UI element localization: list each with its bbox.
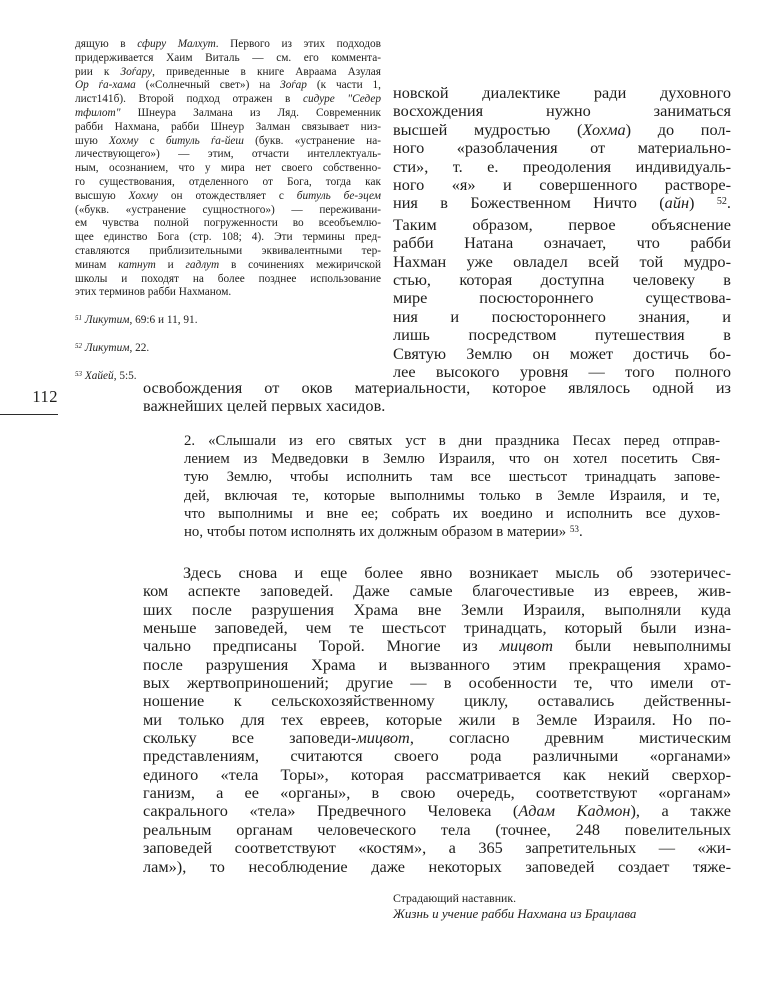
text-line: меньше заповедей, чем те шестьсот тринадцать, который были изна- — [143, 618, 731, 638]
text-line: минам катнут и гадлут в сочинениях межиричской — [75, 258, 381, 271]
text-line: («букв. «устранение сущностного») — переживани- — [75, 203, 381, 216]
text-line: представлениям, считаются своего рода различными «органами» — [143, 746, 731, 766]
text-line: $^{51}$ Ликутим, 69:6 и 11, 91. — [75, 313, 198, 326]
text-line: Нахман уже овладел всей той мудро- — [393, 251, 731, 271]
text-line: лишь посредством путешествия в — [393, 325, 731, 345]
text-line: важнейших целей первых хасидов. — [143, 396, 386, 416]
block-quote — [184, 432, 720, 542]
text-line: школы и походят на более позднее использование — [75, 272, 381, 285]
footnote-paragraph — [75, 38, 381, 300]
footer-book-subtitle: Жизнь и учение рабби Нахмана из Брацлава — [393, 906, 637, 921]
text-line: придерживается Хаим Виталь — см. его коммента- — [75, 51, 381, 64]
text-line: высшую Хохму он отождествляет с битуль бе-эцем — [75, 189, 381, 202]
text-line: лением из Медведовки в Землю Израиля, что он хотел посетить Свя- — [184, 451, 720, 468]
text-line: $^{53}$ Хайей, 5:5. — [75, 370, 137, 383]
text-line: ком аспекте заповедей. Даже самые благочестивые из евреев, жив- — [143, 581, 731, 601]
text-line: ших после разрушения Храма вне Земли Израиля, выполняли куда — [143, 599, 731, 619]
text-line: Здесь снова и еще более явно возникает мысль об эзотеричес- — [183, 563, 731, 582]
text-line: Святую Землю он может достичь бо- — [393, 343, 731, 363]
text-line: вых жертвоприношений; другие — в особенности те, что имели от- — [143, 673, 731, 693]
page-number: 112 — [0, 387, 58, 415]
text-line: ем чувства полной погруженности во всеобъемлю- — [75, 217, 381, 230]
text-line: что выполнимы и вне ее; собрать их воедино и исполнить все духов- — [184, 505, 720, 522]
text-line: этих терминов рабби Нахманом. — [75, 286, 232, 299]
text-line: восхождения нужно заниматься — [393, 101, 731, 121]
text-line: мире посюстороннего существова- — [393, 288, 731, 308]
text-line: рабби Натана означает, что рабби — [393, 233, 731, 253]
text-line: ставляются приблизительными эквивалентными тер- — [75, 244, 381, 257]
text-line: после разрушения Храма и вызванного этим прекращения храмо- — [143, 654, 731, 674]
text-line: личествующего») — этим, отчасти интеллектуаль- — [75, 148, 381, 161]
text-line: го существования, отделенного от Бога, тогда как — [75, 175, 381, 188]
text-line: ного «я» и совершенного растворе- — [393, 175, 731, 195]
text-line: тую Землю, чтобы исполнить там все шестьсот тринадцать запове- — [184, 469, 720, 486]
text-line: дей, включая те, которые выполнимы только в Земле Израиля, и те, — [184, 487, 720, 504]
body-paragraph — [143, 564, 731, 876]
text-line: рабби Нахмана, рабби Шнеур Залман связывает низ- — [75, 120, 381, 133]
text-line: ми только для тех евреев, которые жили в Земле Израиля. Но по- — [143, 709, 731, 729]
text-line: 2. «Слышали из его святых уст в дни праздника Песах перед отправ- — [184, 433, 720, 449]
footer-book-title: Страдающий наставник. — [393, 891, 517, 905]
text-line: сти», т. е. преодоления индивидуаль- — [393, 156, 731, 176]
text-line: реальным органам человеческого тела (точнее, 248 повелительных — [143, 819, 731, 839]
text-line: заповедей соответствуют «костям», а 365 запретительных — «жи- — [143, 838, 731, 858]
running-footer — [393, 891, 723, 921]
text-line: новской диалектике ради духовного — [393, 83, 731, 102]
text-line: лее высокого уровня — того полного — [393, 362, 731, 382]
text-line: ганизм, а ее «органы», в свою очередь, соответствуют «органам» — [143, 783, 731, 803]
text-line: высшей мудростью (Хохма) до пол- — [393, 119, 731, 139]
footnote-references — [75, 314, 381, 385]
text-line: ния и посюстороннего знания, и — [393, 306, 731, 326]
text-line: рии к Зоѓару, приведенные в книге Авраама Азулая — [75, 65, 381, 78]
text-line: стью, которая доступна человеку в — [393, 270, 731, 290]
text-line: щее единство Бога (стр. 108; 4). Эти термины пред- — [75, 231, 381, 244]
text-line: Ор ѓа-хама («Солнечный свет») на Зоѓар (к части 1, — [75, 79, 382, 92]
main-text-narrow-column — [393, 84, 731, 382]
text-line: но, чтобы потом исполнять их должным образом в материи» $^{53}$. — [184, 523, 583, 541]
text-line: $^{52}$ Ликутим, 22. — [75, 341, 150, 354]
main-text-continuation — [143, 379, 731, 416]
text-line: сакрального «тела» Предвечного Человека (Адам Кадмон), а также — [143, 801, 731, 821]
text-line: ного «разоблачения от материально- — [393, 138, 731, 158]
text-line: лист141б). Второй подход отражен в сидуре "Седер — [75, 93, 381, 106]
text-line: Таким образом, первое объяснение — [393, 214, 731, 234]
text-line: шую Хохму с битуль ѓа-йеш (букв. «устранение на- — [75, 134, 381, 147]
text-line: дящую в сфиру Малхут. Первого из этих подходов — [75, 38, 381, 50]
text-line: ношение к сельскохозяйственному циклу, оставались действенны- — [143, 691, 731, 711]
text-line: тфилот" Шнеура Залмана из Ляд. Современник — [75, 106, 381, 119]
text-line: освобождения от оков материальности, которое являлось одной из — [143, 378, 731, 397]
text-line: чально предписаны Торой. Многие из мицвот были невыполнимы — [143, 636, 731, 656]
text-line: единого «тела Торы», которая рассматривается как некий сверхор- — [143, 764, 731, 784]
text-line: ным, осознанием, что у мира нет своего собственно- — [75, 162, 381, 175]
text-line: лам»), то несоблюдение даже некоторых заповедей создает тяже- — [143, 856, 731, 876]
footnote-column — [75, 38, 381, 385]
text-line: скольку все заповеди-мицвот, согласно древним мистическим — [143, 728, 731, 748]
text-line: ния в Божественном Ничто (айн) $^{52}$. — [393, 193, 731, 213]
